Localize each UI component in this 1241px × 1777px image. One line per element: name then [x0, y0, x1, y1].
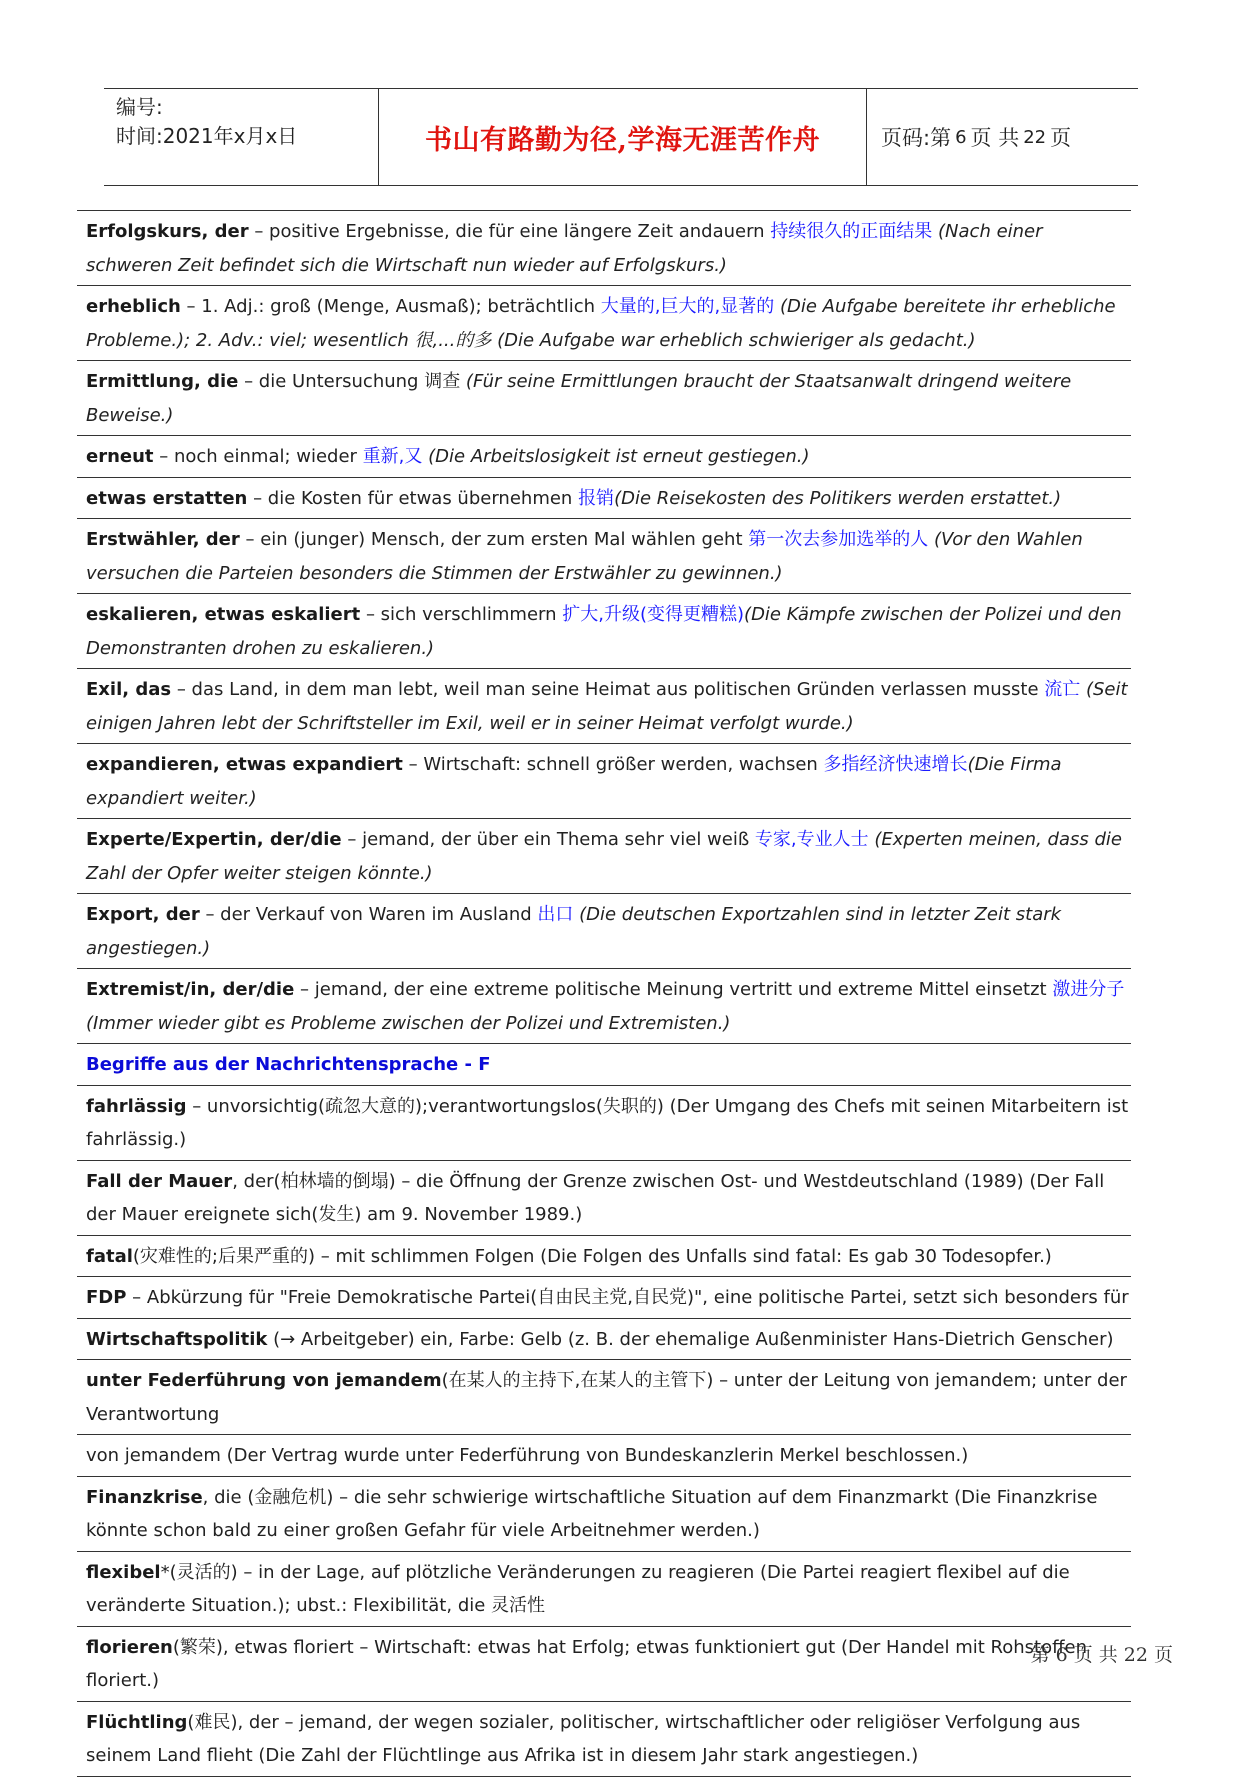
entry-translation: 报销 — [578, 487, 615, 509]
entry-text: von jemandem (Der Vertrag wurde unter Federführung von Bundeskanzlerin Merkel beschlossen.) — [86, 1445, 969, 1466]
entry-translation: 大量的,巨大的,显著的 — [600, 296, 775, 317]
glossary-entry — [77, 969, 1131, 1044]
glossary-entry — [77, 1236, 1131, 1278]
entry-definition: – jemand, der über ein Thema sehr viel weiß — [341, 829, 755, 850]
glossary-entry — [77, 894, 1131, 969]
entry-definition: – positive Ergebnisse, die für eine längere Zeit andauern — [248, 221, 771, 242]
entry-term: Erstwähler, der — [86, 529, 240, 550]
entry-term: erneut — [86, 446, 154, 467]
page-header — [104, 88, 1138, 186]
entry-term: Experte/Expertin, der/die — [86, 829, 342, 850]
entry-example: (Immer wieder gibt es Probleme zwischen der Polizei und Extremisten.) — [86, 1012, 731, 1034]
entry-term: Erfolgskurs, der — [86, 221, 249, 242]
entry-definition: – jemand, der eine extreme politische Meinung vertritt und extreme Mittel einsetzt — [294, 979, 1053, 1000]
glossary-entry — [77, 478, 1131, 520]
entry-term: Export, der — [86, 904, 200, 925]
entry-text: (在某人的主持下,在某人的主管下) – unter der Leitung von jemandem; unter der Verantwortung — [86, 1370, 1127, 1425]
entry-text: – unvorsichtig(疏忽大意的);verantwortungslos(失职的) (Der Umgang des Chefs mit seinen Mitarbeitern ist fahrlässig.) — [86, 1095, 1129, 1150]
entry-definition: – der Verkauf von Waren im Ausland — [199, 904, 538, 925]
entry-translation: 流亡 — [1044, 679, 1081, 700]
entry-term: etwas erstatten — [86, 487, 248, 509]
glossary-entry — [77, 1277, 1131, 1319]
entry-example: (Die Firma expandiert weiter.) — [86, 754, 1062, 809]
entry-translation: 重新,又 — [362, 446, 423, 467]
page-total: 22 — [1023, 126, 1047, 148]
entry-text: , der(柏林墙的倒塌) – die Öffnung der Grenze zwischen Ost- und Westdeutschland (1989) (Der Fall der Mauer ereignete sich(发生) am 9. November 1989.) — [86, 1170, 1105, 1225]
entry-text: (繁荣), etwas floriert – Wirtschaft: etwas hat Erfolg; etwas funktioniert gut (Der Handel mit Rohstoffen floriert.) — [86, 1636, 1087, 1691]
entry-definition: – ein (junger) Mensch, der zum ersten Mal wählen geht — [239, 529, 749, 550]
entry-example: (Die Kämpfe zwischen der Polizei und den Demonstranten drohen zu eskalieren.) — [86, 604, 1122, 659]
entry-definition: – das Land, in dem man lebt, weil man seine Heimat aus politischen Gründen verlassen musste — [171, 679, 1045, 700]
entry-example: (Die deutschen Exportzahlen sind in letzter Zeit stark angestiegen.) — [86, 904, 1062, 959]
entry-translation: 专家,专业人士 — [754, 829, 869, 850]
entry-example: (Die Arbeitslosigkeit ist erneut gestiegen.) — [422, 446, 810, 467]
doc-number-label: 编号: — [116, 95, 163, 119]
glossary-entry — [77, 819, 1131, 894]
glossary-entry — [77, 436, 1131, 478]
page-mid: 页 共 — [970, 126, 1020, 150]
glossary-entry — [77, 744, 1131, 819]
entry-text: *(灵活的) – in der Lage, auf plötzliche Veränderungen zu reagieren (Die Partei reagiert flexibel auf die veränderte Situation.); ubst.: Flexibilität, die 灵活性 — [86, 1561, 1070, 1616]
glossary-entry — [77, 594, 1131, 669]
entry-term: eskalieren, etwas eskaliert — [86, 604, 361, 625]
entry-term: Flüchtling — [86, 1711, 188, 1733]
entry-term: unter Federführung von jemandem — [86, 1370, 442, 1391]
entry-term: Exil, das — [86, 679, 172, 700]
entry-term: expandieren, etwas expandiert — [86, 754, 403, 775]
entry-term: fatal — [86, 1245, 133, 1267]
glossary-entry — [77, 1435, 1131, 1477]
entry-definition: – die Kosten für etwas übernehmen — [247, 487, 579, 509]
glossary-entry — [77, 669, 1131, 744]
entry-translation: 多指经济快速增长 — [823, 754, 968, 775]
entry-term: Wirtschaftspolitik — [86, 1328, 268, 1350]
glossary-entry — [77, 211, 1131, 286]
entry-translation: 持续很久的正面结果 — [770, 221, 933, 242]
glossary-entry — [77, 286, 1131, 361]
entry-definition: – Wirtschaft: schnell größer werden, wachsen — [402, 754, 824, 775]
entry-text: (灾难性的;后果严重的) – mit schlimmen Folgen (Die Folgen des Unfalls sind fatal: Es gab 30 Todesopfer.) — [132, 1245, 1052, 1267]
entry-example: (Nach einer schweren Zeit befindet sich die Wirtschaft nun wieder auf Erfolgskurs.) — [86, 221, 1043, 276]
section-heading: Begriffe aus der Nachrichtensprache - F — [86, 1054, 491, 1075]
glossary-entry — [77, 519, 1131, 594]
entry-text: (难民), der – jemand, der wegen sozialer, politischer, wirtschaftlicher oder religiöser Verfolgung aus seinem Land flieht (Die Zahl der Flüchtlinge aus Afrika ist in diesem Jahr stark angestiegen.) — [86, 1711, 1081, 1766]
entry-term: flexibel — [86, 1561, 161, 1583]
entry-term: erheblich — [86, 296, 181, 317]
section-heading-row — [77, 1044, 1131, 1086]
glossary-entry — [77, 1161, 1131, 1236]
entry-definition: – sich verschlimmern — [360, 604, 563, 625]
entry-term: fahrlässig — [86, 1095, 187, 1117]
entry-example: (Die Aufgabe bereitete ihr erhebliche Probleme.); 2. Adv.: viel; wesentlich 很,...的多 (Die Aufgabe war erheblich schwieriger als gedacht.) — [86, 296, 1116, 351]
glossary-entry — [77, 1319, 1131, 1361]
entry-term: Fall der Mauer — [86, 1170, 233, 1192]
page-prefix: 页码:第 — [881, 126, 952, 150]
glossary-entry — [77, 1702, 1131, 1777]
entry-term: Extremist/in, der/die — [86, 979, 295, 1000]
entry-translation: 第一次去参加选举的人 — [748, 529, 929, 550]
entry-translation: 出口 — [537, 904, 574, 925]
entry-definition: – noch einmal; wieder — [153, 446, 363, 467]
glossary-entry — [77, 1552, 1131, 1627]
page-current: 6 — [955, 126, 967, 148]
glossary-entry — [77, 361, 1131, 436]
entry-example: (Vor den Wahlen versuchen die Parteien besonders die Stimmen der Erstwähler zu gewinnen.) — [86, 529, 1083, 584]
entry-term: Finanzkrise — [86, 1486, 203, 1508]
glossary-entry — [77, 1627, 1131, 1702]
glossary-entry — [77, 1360, 1131, 1435]
entry-text: , die (金融危机) – die sehr schwierige wirtschaftliche Situation auf dem Finanzmarkt (Die Finanzkrise könnte schon bald zu einer großen Gefahr für viele Arbeitnehmer werden.) — [86, 1486, 1098, 1541]
page-suffix: 页 — [1050, 126, 1072, 150]
header-motto: 书山有路勤为径,学海无涯苦作舟 — [379, 89, 867, 185]
entry-term: FDP — [86, 1287, 127, 1308]
page-footer: 第 6 页 共 22 页 — [1030, 1644, 1173, 1666]
entry-translation: 扩大,升级(变得更糟糕) — [562, 604, 745, 625]
entry-definition: – 1. Adj.: groß (Menge, Ausmaß); beträchtlich — [180, 296, 601, 317]
header-page-info — [867, 89, 1138, 185]
header-meta — [104, 89, 379, 185]
entry-term: florieren — [86, 1636, 173, 1658]
entry-text: (→ Arbeitgeber) ein, Farbe: Gelb (z. B. der ehemalige Außenminister Hans-Dietrich Genscher) — [267, 1328, 1114, 1350]
glossary-entry — [77, 1477, 1131, 1552]
entry-example: (Die Reisekosten des Politikers werden erstattet.) — [614, 487, 1062, 509]
entry-example: (Seit einigen Jahren lebt der Schriftsteller im Exil, weil er in seiner Heimat verfolgt wurde.) — [86, 679, 1128, 734]
entry-example: (Für seine Ermittlungen braucht der Staatsanwalt dringend weitere Beweise.) — [86, 371, 1072, 426]
entry-definition: – die Untersuchung — [238, 371, 425, 392]
entry-example: (Experten meinen, dass die Zahl der Opfer weiter steigen könnte.) — [86, 829, 1122, 884]
glossary-list — [77, 210, 1131, 1777]
entry-text: – Abkürzung für "Freie Demokratische Partei(自由民主党,自民党)", eine politische Partei, setzt sich besonders für — [126, 1287, 1129, 1308]
doc-time-label: 时间:2021年x月x日 — [116, 124, 298, 148]
entry-term: Ermittlung, die — [86, 371, 239, 392]
glossary-entry — [77, 1086, 1131, 1161]
entry-translation: 调查 — [424, 371, 461, 392]
entry-translation: 激进分子 — [1052, 979, 1125, 1000]
